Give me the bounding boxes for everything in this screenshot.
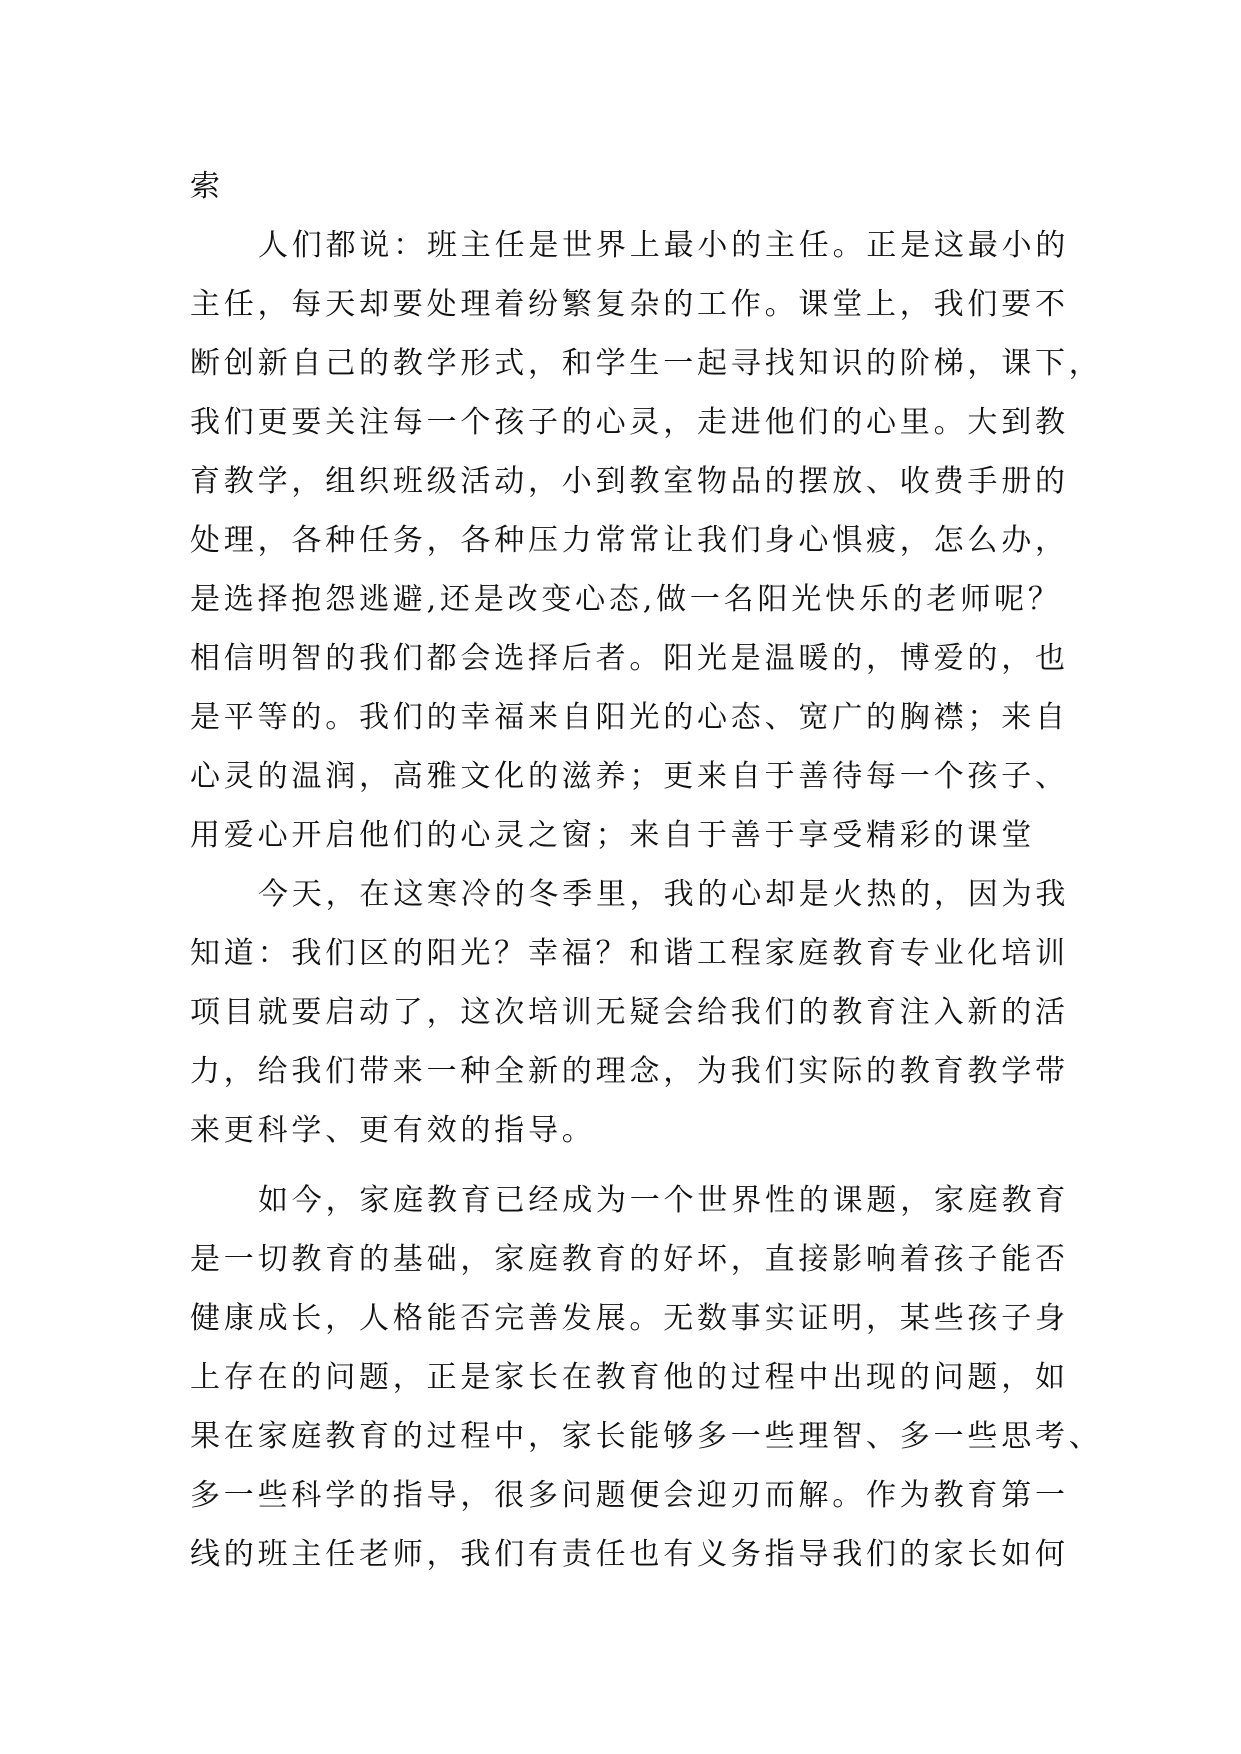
text-line: 断创新自己的教学形式，和学生一起寻找知识的阶梯，课下，: [190, 346, 1103, 381]
text-line: 用爱心开启他们的心灵之窗；来自于善于享受精彩的课堂: [190, 818, 1035, 853]
paragraph-3: [190, 1171, 1103, 1584]
text-line: 多一些科学的指导，很多问题便会迎刃而解。作为教育第一: [190, 1478, 1069, 1513]
text-line: 项目就要启动了，这次培训无疑会给我们的教育注入新的活: [190, 995, 1069, 1030]
text-line: 人们都说：班主任是世界上最小的主任。正是这最小的: [258, 228, 1070, 263]
text-line: 是选择抱怨逃避,还是改变心态,做一名阳光快乐的老师呢？: [190, 582, 1062, 617]
text-line: 今天，在这寒冷的冬季里，我的心却是火热的，因为我: [258, 877, 1070, 912]
text-line: 如今，家庭教育已经成为一个世界性的课题，家庭教育: [258, 1183, 1070, 1218]
text-line: 果在家庭教育的过程中，家长能够多一些理智、多一些思考、: [190, 1419, 1103, 1454]
text-line: 我们更要关注每一个孩子的心灵，走进他们的心里。大到教: [190, 405, 1069, 440]
paragraph-1: [190, 216, 1103, 865]
text-line: 是一切教育的基础，家庭教育的好坏，直接影响着孩子能否: [190, 1242, 1069, 1277]
text-line: 育教学，组织班级活动，小到教室物品的摆放、收费手册的: [190, 464, 1069, 499]
paragraph-2: [190, 865, 1070, 1160]
text-line: 线的班主任老师，我们有责任也有义务指导我们的家长如何: [190, 1537, 1069, 1572]
text-line: 来更科学、更有效的指导。: [190, 1113, 596, 1148]
document-body: [190, 157, 1103, 1584]
text-line: 相信明智的我们都会选择后者。阳光是温暖的，博爱的，也: [190, 641, 1069, 676]
text-line: 处理，各种任务，各种压力常常让我们身心惧疲，怎么办，: [190, 523, 1069, 558]
text-line: 主任，每天却要处理着纷繁复杂的工作。课堂上，我们要不: [190, 287, 1069, 322]
paragraph-continuation: [190, 157, 1065, 216]
text-line: 上存在的问题，正是家长在教育他的过程中出现的问题，如: [190, 1360, 1069, 1395]
text-line: 是平等的。我们的幸福来自阳光的心态、宽广的胸襟；来自: [190, 700, 1069, 735]
text-line: 知道：我们区的阳光？幸福？和谐工程家庭教育专业化培训: [190, 936, 1069, 971]
text-line: 索: [190, 169, 224, 204]
text-line: 力，给我们带来一种全新的理念，为我们实际的教育教学带: [190, 1054, 1069, 1089]
paragraph-spacer: [190, 1160, 1065, 1171]
text-line: 健康成长，人格能否完善发展。无数事实证明，某些孩子身: [190, 1301, 1069, 1336]
text-line: 心灵的温润，高雅文化的滋养；更来自于善待每一个孩子、: [190, 759, 1069, 794]
